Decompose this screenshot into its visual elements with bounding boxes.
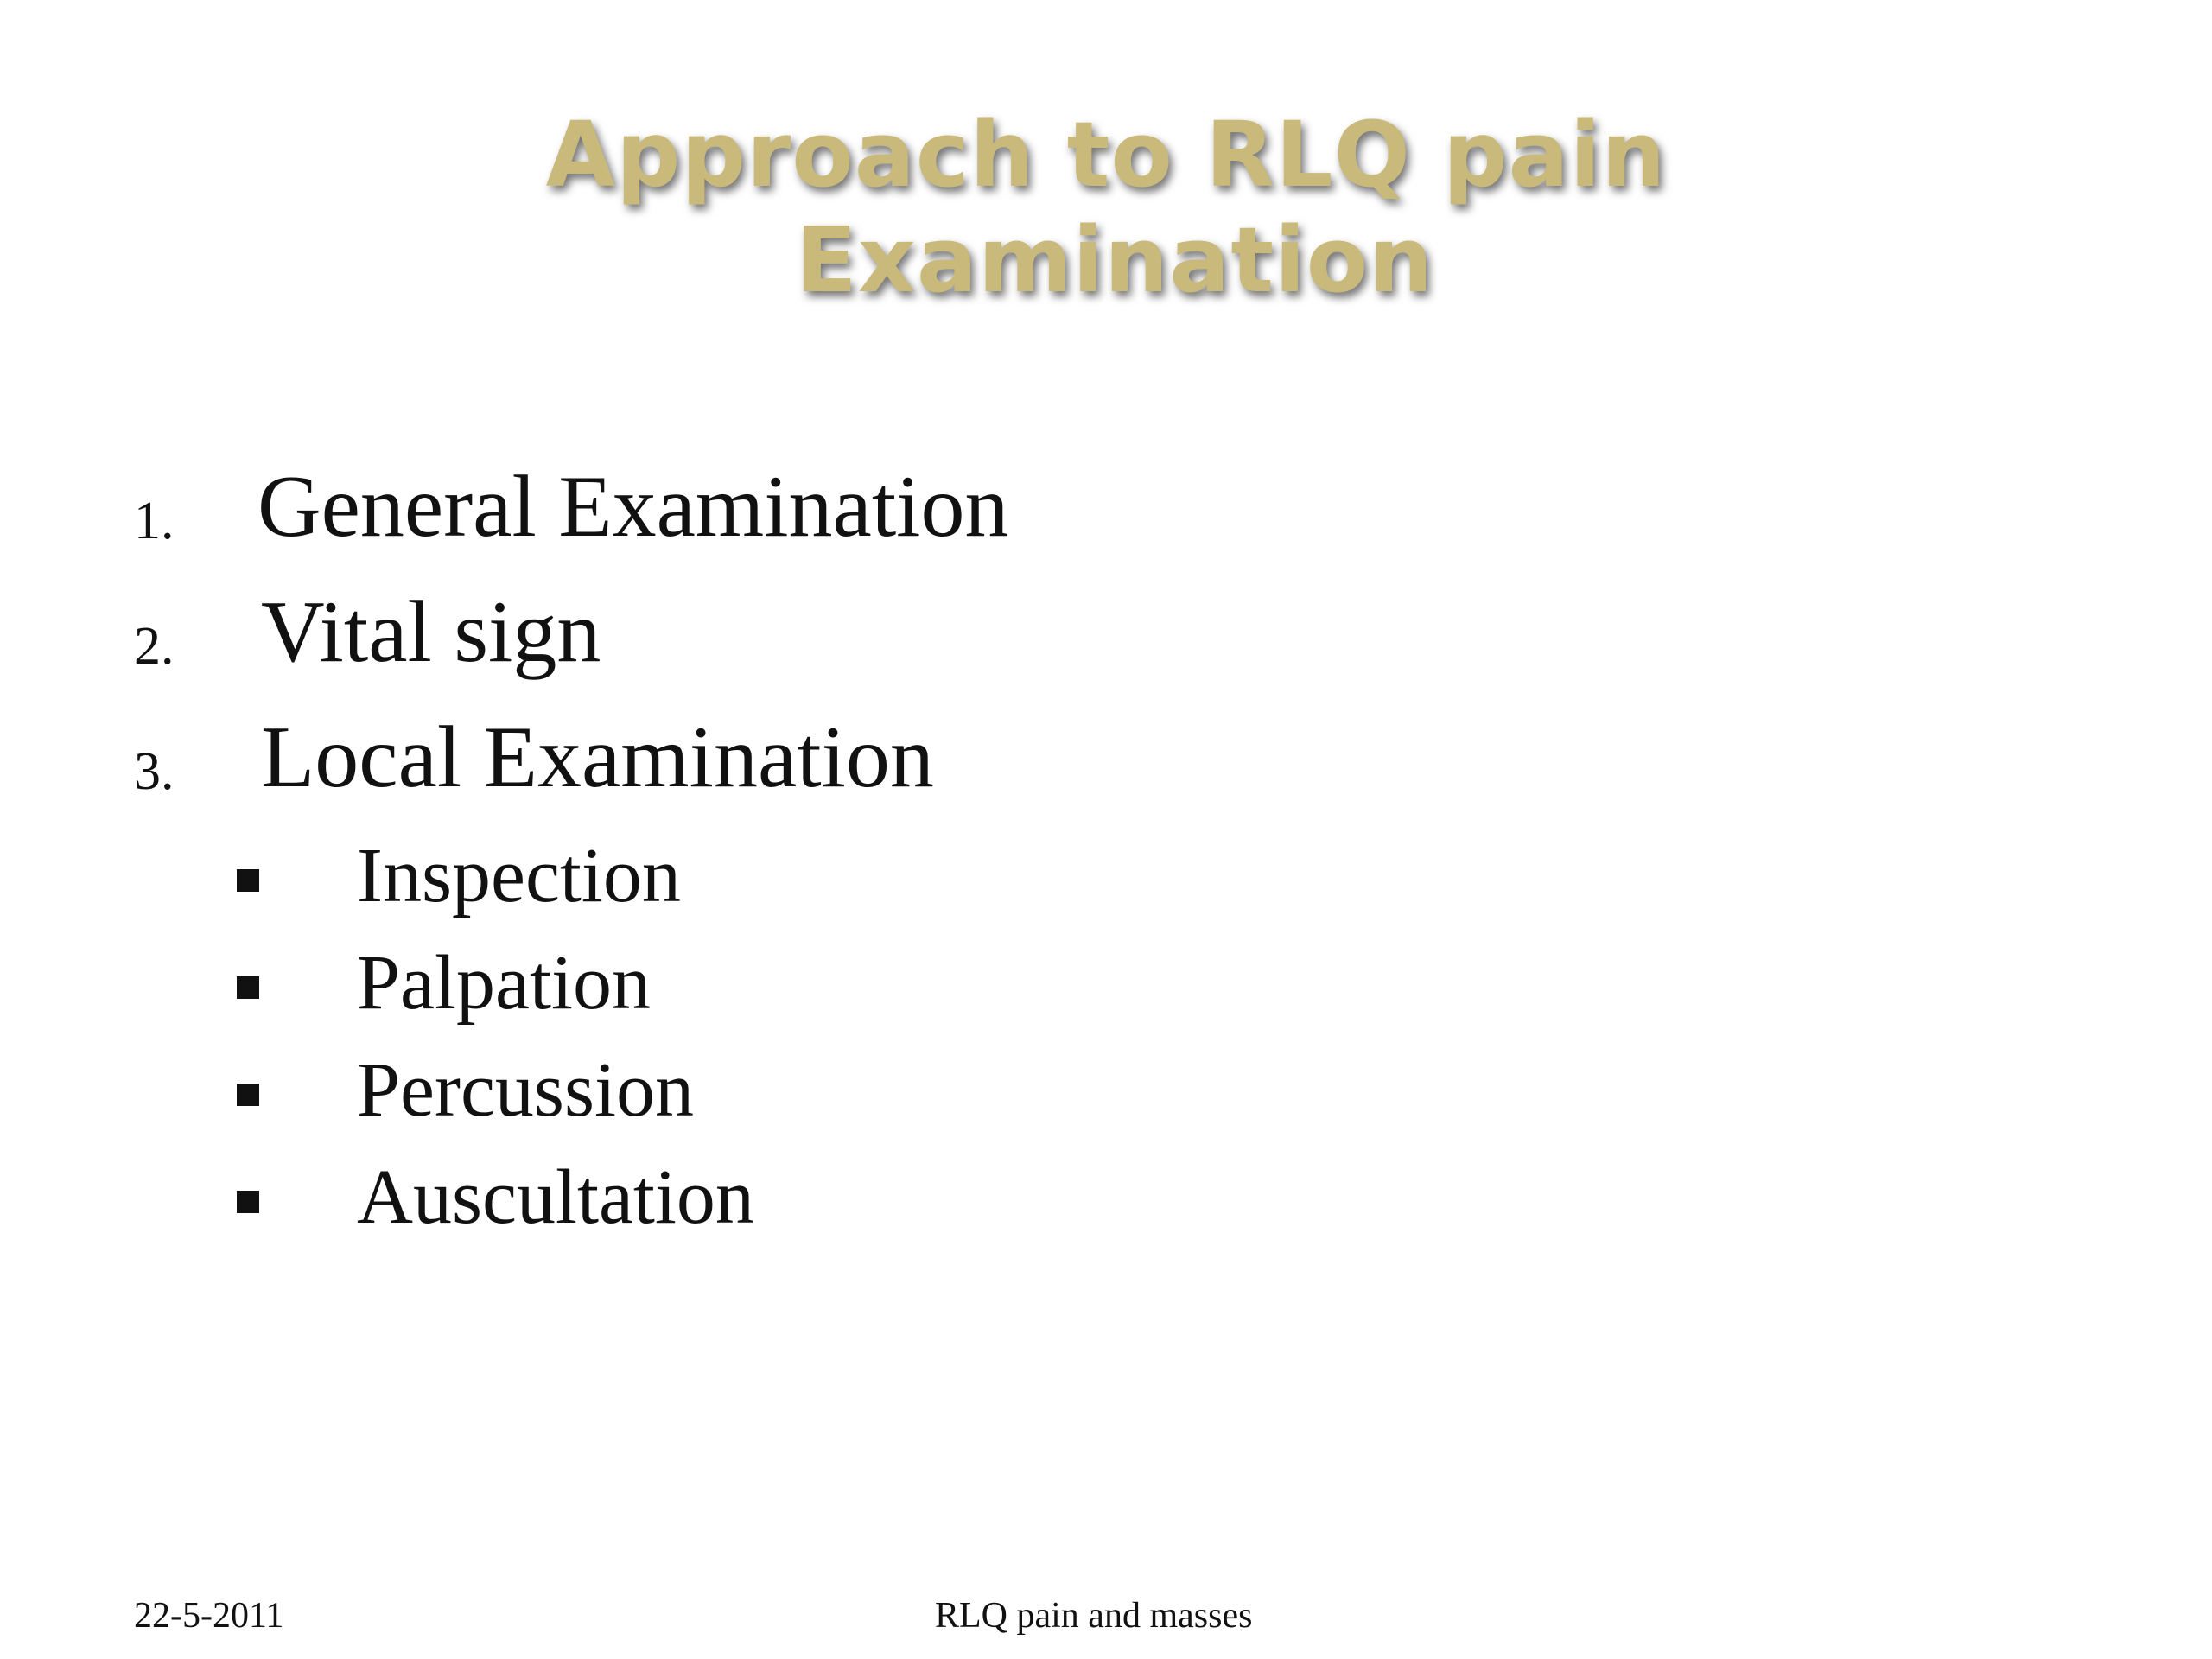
slide-title [0, 102, 2212, 313]
slide-title-line-1: Approach to RLQ pain [545, 102, 1667, 207]
sub-item-label: Percussion [357, 1047, 694, 1133]
sub-item-label: Palpation [357, 940, 651, 1026]
square-bullet-icon [237, 1084, 259, 1106]
square-bullet-icon [237, 976, 259, 999]
square-bullet-icon [237, 869, 259, 892]
sub-item-label: Auscultation [357, 1154, 754, 1240]
list-item-label: Local Examination [261, 709, 934, 806]
list-item-label: General Examination [257, 458, 1009, 556]
sub-item-label: Inspection [357, 833, 681, 918]
slide-title-line-2: Examination [795, 207, 1434, 313]
footer-presentation-title: RLQ pain and masses [935, 1596, 1253, 1636]
footer-date: 22-5-2011 [134, 1596, 284, 1636]
list-number: 2. [134, 617, 175, 676]
square-bullet-icon [237, 1191, 259, 1213]
list-number: 1. [134, 492, 175, 550]
list-item-label: Vital sign [261, 583, 601, 681]
list-number: 3. [134, 742, 175, 801]
